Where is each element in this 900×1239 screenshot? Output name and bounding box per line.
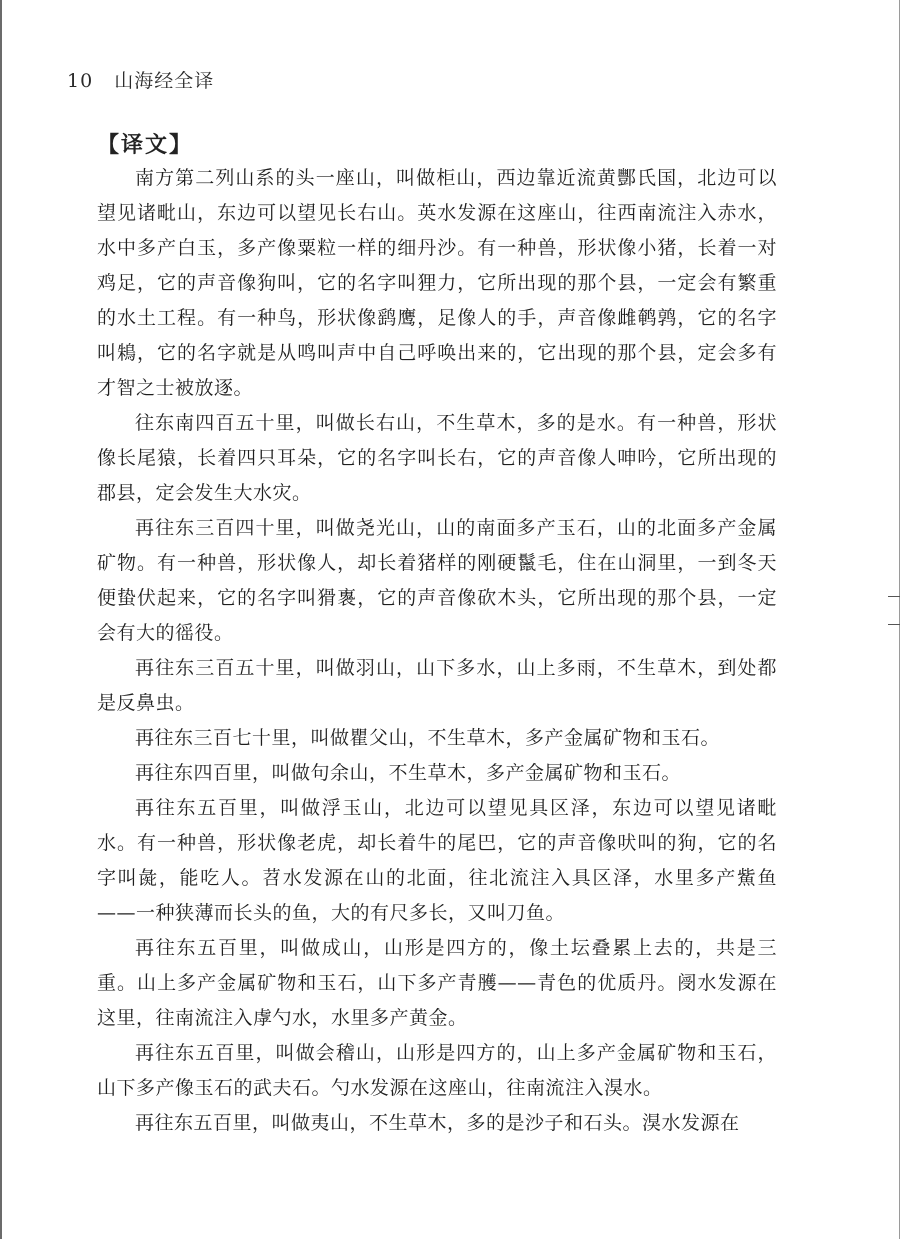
paragraph: 再往东五百里，叫做浮玉山，北边可以望见具区泽，东边可以望见诸毗水。有一种兽，形状像老虎，却长着牛的尾巴，它的声音像吠叫的狗，它的名字叫彘，能吃人。苕水发源在山的北面，往北流注入具区泽，水里多产鮆鱼——一种狭薄而长头的鱼，大的有尺多长，又叫刀鱼。 — [97, 797, 777, 924]
paragraph: 再往东三百四十里，叫做尧光山，山的南面多产玉石，山的北面多产金属矿物。有一种兽，形状像人，却长着猪样的刚硬鬣毛，住在山洞里，一到冬天便蛰伏起来，它的名字叫猾褢，它的声音像砍木头，它所出现的那个县，一定会有大的徭役。 — [97, 517, 777, 644]
paragraph: 再往东三百五十里，叫做羽山，山下多水，山上多雨，不生草木，到处都是反鼻虫。 — [97, 657, 777, 714]
paragraph: 南方第二列山系的头一座山，叫做柜山，西边靠近流黄酆氏国，北边可以望见诸毗山，东边可以望见长右山。英水发源在这座山，往西南流注入赤水，水中多产白玉，多产像粟粒一样的细丹沙。有一种兽，形状像小猪，长着一对鸡足，它的声音像狗叫，它的名字叫狸力，它所出现的那个县，一定会有繁重的水土工程。有一种鸟，形状像鹞鹰，足像人的手，声音像雌鹌鹑，它的名字叫鴸，它的名字就是从鸣叫声中自己呼唤出来的，它出现的那个县，定会多有才智之士被放逐。 — [97, 167, 777, 399]
book-title: 山海经全译 — [114, 70, 215, 92]
paragraph: 再往东五百里，叫做成山，山形是四方的，像土坛叠累上去的，共是三重。山上多产金属矿物和玉石，山下多产青雘——青色的优质丹。阌水发源在这里，往南流注入虖勺水，水里多产黄金。 — [97, 937, 777, 1029]
crop-mark — [888, 624, 900, 625]
crop-mark — [888, 596, 900, 597]
page-left-edge — [0, 0, 2, 1239]
paragraph: 往东南四百五十里，叫做长右山，不生草木，多的是水。有一种兽，形状像长尾猿，长着四只耳朵，它的名字叫长右，它的声音像人呻吟，它所出现的郡县，定会发生大水灾。 — [97, 412, 777, 504]
paragraph: 再往东三百七十里，叫做瞿父山，不生草木，多产金属矿物和玉石。 — [135, 727, 721, 749]
translation-body — [97, 161, 777, 1141]
page-number: 10 — [67, 70, 94, 92]
section-heading: 【译文】 — [97, 133, 194, 158]
running-header — [67, 66, 214, 93]
paragraph: 再往东五百里，叫做会稽山，山形是四方的，山上多产金属矿物和玉石，山下多产像玉石的武夫石。勺水发源在这座山，往南流注入湨水。 — [97, 1042, 777, 1099]
paragraph: 再往东四百里，叫做句余山，不生草木，多产金属矿物和玉石。 — [135, 762, 682, 784]
paragraph: 再往东五百里，叫做夷山，不生草木，多的是沙子和石头。湨水发源在 — [135, 1112, 740, 1134]
